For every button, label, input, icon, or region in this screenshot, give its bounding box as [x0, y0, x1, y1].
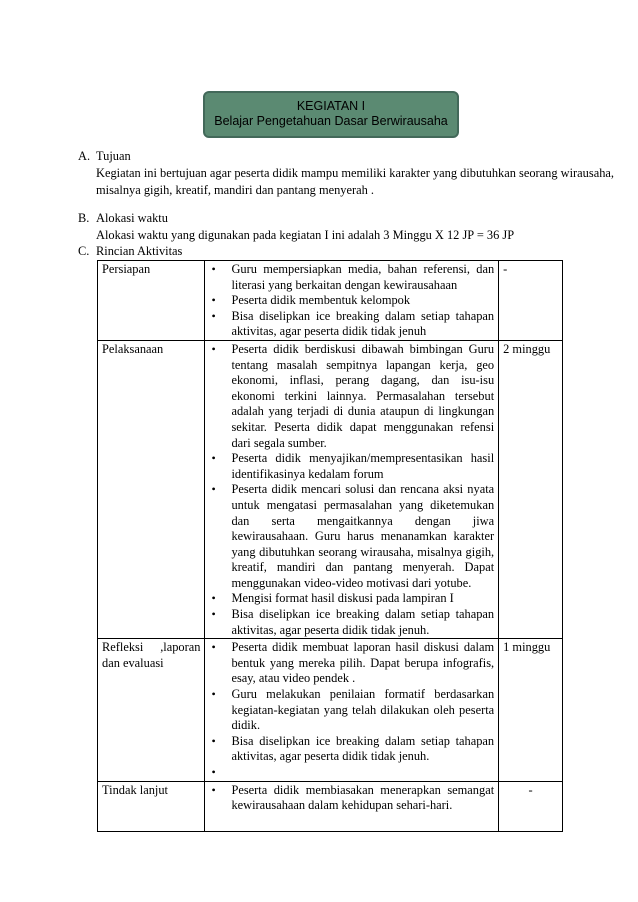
list-item-text: Bisa diselipkan ice breaking dalam setiap tahapan aktivitas, agar peserta didik tidak jenuh.: [231, 733, 495, 764]
activities-cell: [205, 639, 499, 781]
list-item: [209, 342, 494, 451]
activity-list: [209, 640, 494, 780]
bullet-icon: •: [211, 262, 216, 276]
bullet-icon: •: [211, 451, 216, 466]
bullet-icon: •: [211, 607, 216, 622]
activity-list: [209, 342, 494, 638]
time-cell: -: [499, 781, 563, 831]
list-item-text: Peserta didik membiasakan menerapkan semangat kewirausahaan dalam kehidupan sehari-hari.: [231, 782, 495, 813]
bullet-icon: •: [211, 782, 216, 797]
bullet-icon: •: [211, 293, 216, 308]
section-a-title: Tujuan: [96, 149, 131, 163]
stage-cell: Tindak lanjut: [98, 781, 205, 831]
stage-cell: Refleksi ,laporan dan evaluasi: [98, 639, 205, 781]
section-a-body: Kegiatan ini bertujuan agar peserta didik mampu memiliki karakter yang dibutuhkan seorang wirausaha, misalnya gigih, kreatif, mandiri dan pantang menyerah .: [96, 166, 614, 197]
time-cell: 2 minggu: [499, 340, 563, 638]
activity-title-line1: KEGIATAN I: [296, 99, 366, 113]
section-c-title: Rincian Aktivitas: [96, 244, 183, 258]
list-item: [209, 293, 494, 309]
section-b-body: Alokasi waktu yang digunakan pada kegiatan I ini adalah 3 Minggu X 12 JP = 36 JP: [96, 228, 515, 242]
bullet-icon: •: [211, 733, 216, 748]
bullet-icon: •: [211, 482, 216, 497]
time-cell: -: [499, 261, 563, 341]
list-item: [209, 309, 494, 340]
section-b-letter: B.: [78, 211, 90, 225]
bullet-icon: •: [211, 591, 216, 606]
bullet-icon: •: [211, 687, 216, 702]
list-item: [209, 783, 494, 814]
table-row: [98, 261, 563, 341]
section-b-title: Alokasi waktu: [96, 211, 168, 225]
table-row: [98, 781, 563, 831]
section-c: [78, 243, 606, 260]
time-cell: 1 minggu: [499, 639, 563, 781]
section-c-letter: C.: [78, 244, 90, 258]
list-item-text: Peserta didik mencari solusi dan rencana aksi nyata untuk mengatasi permasalahan yang diketemukan dan serta mengaitkannya dengan jiwa kewirausahaan. Guru harus menanamkan karakter yang dibutuhkan seorang wirausaha, misalnya gigih, kreatif, mandiri dan pantang menyerah. Dapat menggunakan video-video motivasi dari yotube.: [231, 482, 495, 590]
section-a-letter: A.: [78, 149, 91, 163]
section-b: [78, 210, 606, 244]
list-item: [209, 591, 494, 607]
list-item: [209, 607, 494, 638]
activities-cell: [205, 781, 499, 831]
list-item: [209, 765, 494, 781]
stage-cell: Pelaksanaan: [98, 340, 205, 638]
activity-list: [209, 262, 494, 340]
bullet-icon: •: [211, 341, 216, 356]
table-row: [98, 340, 563, 638]
section-a: [78, 148, 614, 198]
list-item-text: Bisa diselipkan ice breaking dalam setiap tahapan aktivitas, agar peserta didik tidak jenuh.: [231, 607, 495, 637]
list-item: [209, 687, 494, 734]
bullet-icon: •: [211, 308, 216, 323]
table-row: [98, 639, 563, 781]
list-item-text: Peserta didik membentuk kelompok: [231, 293, 411, 308]
list-item-text: Mengisi format hasil diskusi pada lampiran I: [231, 591, 454, 606]
activity-table: [97, 260, 563, 832]
bullet-icon: •: [211, 765, 216, 779]
activity-title-box: [203, 91, 459, 138]
list-item: [209, 640, 494, 687]
list-item: [209, 451, 494, 482]
list-item-text: Bisa diselipkan ice breaking dalam setiap tahapan aktivitas, agar peserta didik tidak jenuh: [231, 308, 495, 339]
activities-cell: [205, 340, 499, 638]
list-item: [209, 262, 494, 293]
activities-cell: [205, 261, 499, 341]
list-item-text: Guru mempersiapkan media, bahan referensi, dan literasi yang berkaitan dengan kewirausahaan: [231, 262, 495, 292]
list-item-text: Peserta didik membuat laporan hasil diskusi dalam bentuk yang mereka pilih. Dapat berupa infografis, esay, atau video pendek .: [231, 640, 495, 686]
bullet-icon: •: [211, 640, 216, 655]
list-item: [209, 482, 494, 591]
list-item-text: Peserta didik berdiskusi dibawah bimbingan Guru tentang masalah sempitnya lapangan kerja, geo ekonomi, inflasi, perang dagang, dan isu-isu ekonomi terkini lainnya. Permasalahan tersebut adalah yang terjadi di dunia ataupun di lingkungan sekitar. Peserta didik dapat menggunakan refensi dari segala sumber.: [231, 341, 495, 450]
list-item: [209, 734, 494, 765]
activity-list: [209, 783, 494, 814]
list-item-text: Guru melakukan penilaian formatif berdasarkan kegiatan-kegiatan yang telah dilakukan oleh peserta didik.: [231, 687, 495, 733]
stage-cell: Persiapan: [98, 261, 205, 341]
activity-title-line2: Belajar Pengetahuan Dasar Berwirausaha: [214, 114, 448, 128]
list-item-text: Peserta didik menyajikan/mempresentasikan hasil identifikasinya kedalam forum: [231, 451, 495, 481]
